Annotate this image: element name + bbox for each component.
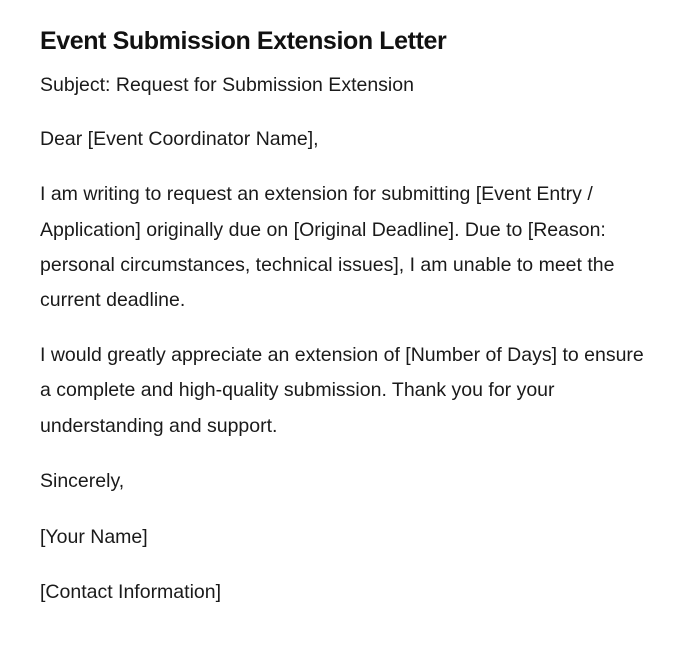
letter-body-paragraph-2: I would greatly appreciate an extension of [Number of Days] to ensure a complete and high-quality submission. Thank you for your understanding and support. [40,344,644,437]
letter-body-paragraph-1: I am writing to request an extension for submitting [Event Entry / Application] originally due on [Original Deadline]. Due to [Reason: personal circumstances, technical issues], I am unable to meet the current deadline. [40,183,615,312]
letter-subject: Subject: Request for Submission Extension [40,74,414,96]
letter-greeting: Dear [Event Coordinator Name], [40,128,319,151]
letter-title: Event Submission Extension Letter [40,27,447,55]
letter-signature-name: [Your Name] [40,526,148,549]
letter-document [40,24,650,610]
letter-closing: Sincerely, [40,469,125,492]
letter-contact-info: [Contact Information] [40,581,222,604]
